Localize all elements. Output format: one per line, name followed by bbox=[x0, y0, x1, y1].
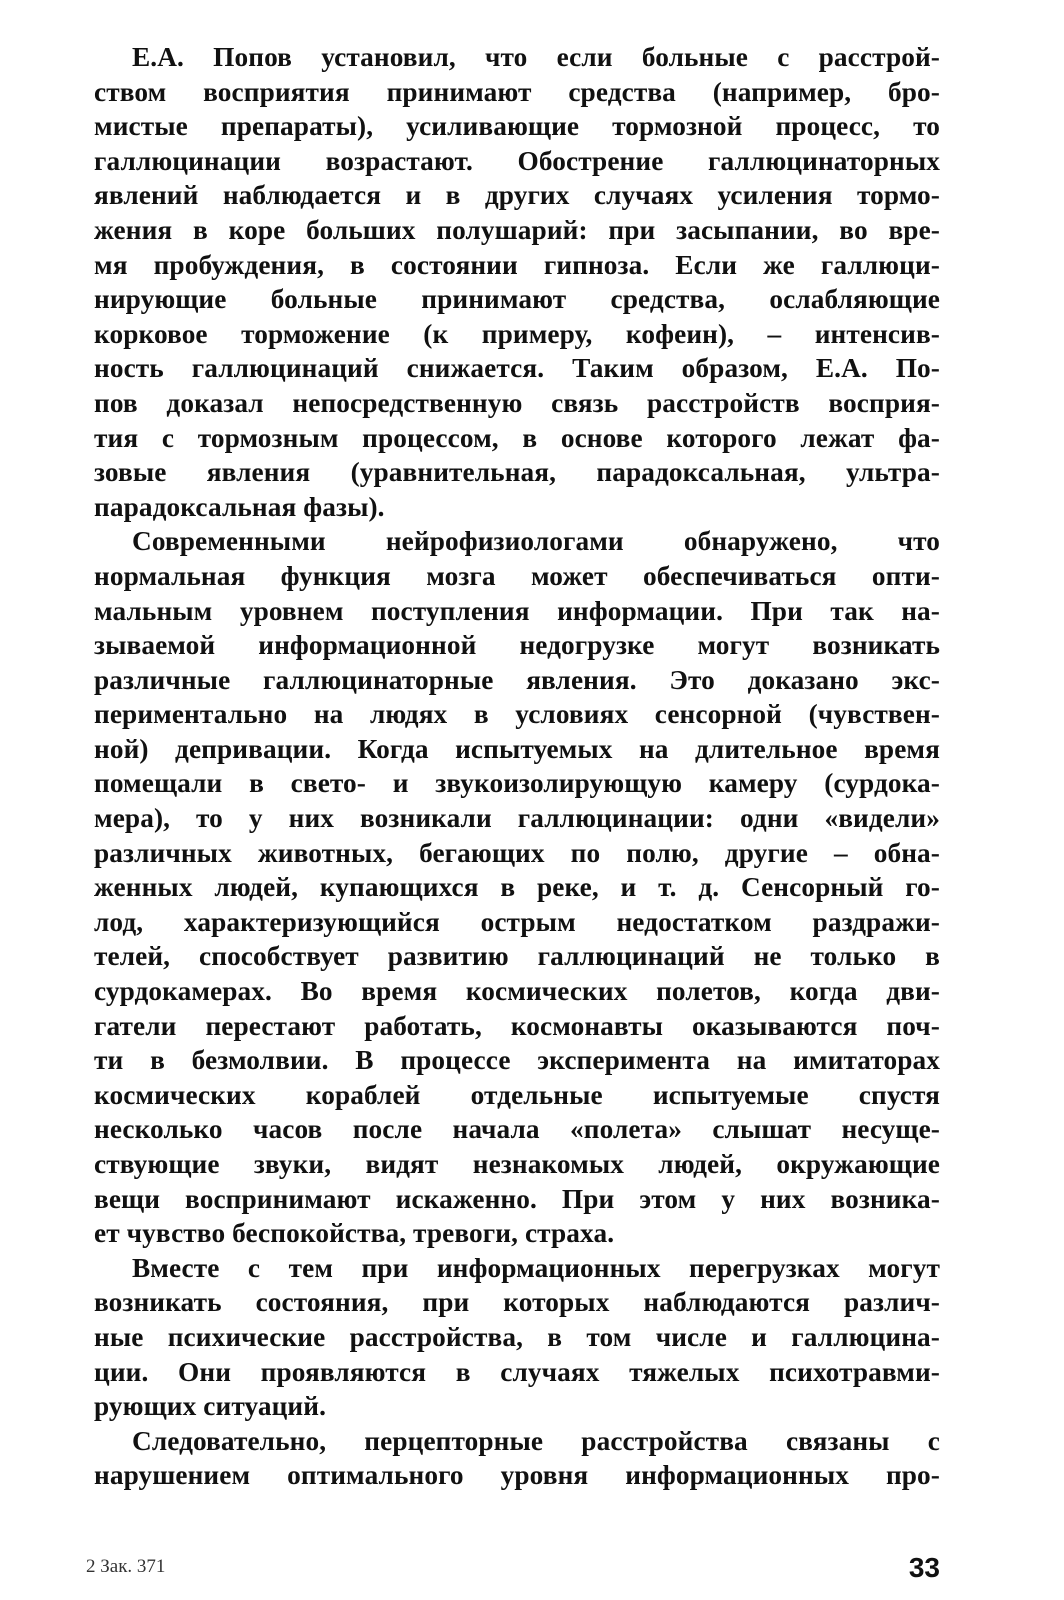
text-line: явлений наблюдается и в других случаях усиления тормо- bbox=[94, 180, 940, 211]
text-line: ность галлюцинаций снижается. Таким образом, Е.А. По- bbox=[94, 353, 940, 384]
text-line: ные психические расстройства, в том числе и галлюцина- bbox=[94, 1321, 940, 1352]
page-number: 33 bbox=[908, 1552, 940, 1583]
text-line: ти в безмолвии. В процессе эксперимента на имитаторах bbox=[94, 1045, 940, 1076]
text-line: зываемой информационной недогрузке могут возникать bbox=[94, 630, 940, 661]
paragraph bbox=[94, 524, 940, 1250]
text-line: Е.А. Попов установил, что если больные с расстрой- bbox=[132, 42, 940, 72]
page-body bbox=[94, 40, 940, 1493]
text-line: мера), то у них возникали галлюцинации: одни «видели» bbox=[94, 803, 940, 834]
text-line: галлюцинации возрастают. Обострение галлюцинаторных bbox=[94, 145, 940, 176]
text-line: пов доказал непосредственную связь расстройств восприя- bbox=[94, 387, 940, 418]
text-line: мистые препараты), усиливающие тормозной процесс, то bbox=[94, 111, 940, 142]
page-footer bbox=[86, 1552, 940, 1586]
printer-signature: 2 Зак. 371 bbox=[86, 1556, 166, 1577]
text-line: гатели перестают работать, космонавты оказываются поч- bbox=[94, 1010, 940, 1041]
text-line: возникать состояния, при которых наблюдаются различ- bbox=[94, 1287, 940, 1318]
text-line: телей, способствует развитию галлюцинаций не только в bbox=[94, 941, 940, 972]
text-line: ной) депривации. Когда испытуемых на длительное время bbox=[94, 733, 940, 764]
paragraph bbox=[94, 1424, 940, 1493]
text-line: нирующие больные принимают средства, ослабляющие bbox=[94, 284, 940, 315]
text-line: различные галлюцинаторные явления. Это доказано экс- bbox=[94, 664, 940, 695]
text-line: Современными нейрофизиологами обнаружено, что bbox=[132, 526, 940, 557]
text-line: жения в коре больших полушарий: при засыпании, во вре- bbox=[94, 214, 940, 245]
text-line: рующих ситуаций. bbox=[94, 1391, 327, 1422]
text-line: ствующие звуки, видят незнакомых людей, окружающие bbox=[94, 1149, 940, 1179]
text-line: корковое торможение (к примеру, кофеин), – интенсив- bbox=[94, 318, 940, 349]
text-line: периментально на людях в условиях сенсорной (чувствен- bbox=[94, 699, 940, 730]
text-line: ством восприятия принимают средства (например, бро- bbox=[94, 76, 940, 107]
text-line: мя пробуждения, в состоянии гипноза. Если же галлюци- bbox=[94, 249, 940, 280]
text-line: ет чувство беспокойства, тревоги, страха. bbox=[94, 1218, 615, 1249]
text-line: Следовательно, перцепторные расстройства связаны с bbox=[132, 1425, 940, 1456]
paragraph bbox=[94, 1251, 940, 1424]
text-line: вещи воспринимают искаженно. При этом у них возника- bbox=[94, 1183, 940, 1214]
text-line: зовые явления (уравнительная, парадоксальная, ультра- bbox=[94, 457, 940, 488]
paragraph bbox=[94, 40, 940, 524]
text-line: лод, характеризующийся острым недостатком раздражи- bbox=[94, 906, 940, 937]
text-line: ции. Они проявляются в случаях тяжелых психотравми- bbox=[94, 1356, 940, 1387]
text-line: Вместе с тем при информационных перегрузках могут bbox=[132, 1252, 940, 1283]
text-line: нормальная функция мозга может обеспечиваться опти- bbox=[94, 560, 940, 591]
text-line: тия с тормозным процессом, в основе которого лежат фа- bbox=[94, 422, 940, 453]
text-line: женных людей, купающихся в реке, и т. д. Сенсорный го- bbox=[94, 872, 940, 903]
text-line: нарушением оптимального уровня информационных про- bbox=[94, 1460, 940, 1491]
text-line: космических кораблей отдельные испытуемые спустя bbox=[94, 1079, 940, 1110]
text-line: несколько часов после начала «полета» слышат несуще- bbox=[94, 1114, 940, 1145]
text-line: мальным уровнем поступления информации. При так на- bbox=[94, 595, 940, 626]
text-line: сурдокамерах. Во время космических полетов, когда дви- bbox=[94, 976, 940, 1007]
text-line: парадоксальная фазы). bbox=[94, 491, 385, 522]
text-line: различных животных, бегающих по полю, другие – обна- bbox=[94, 837, 940, 868]
text-line: помещали в свето- и звукоизолирующую камеру (сурдока- bbox=[94, 768, 940, 799]
